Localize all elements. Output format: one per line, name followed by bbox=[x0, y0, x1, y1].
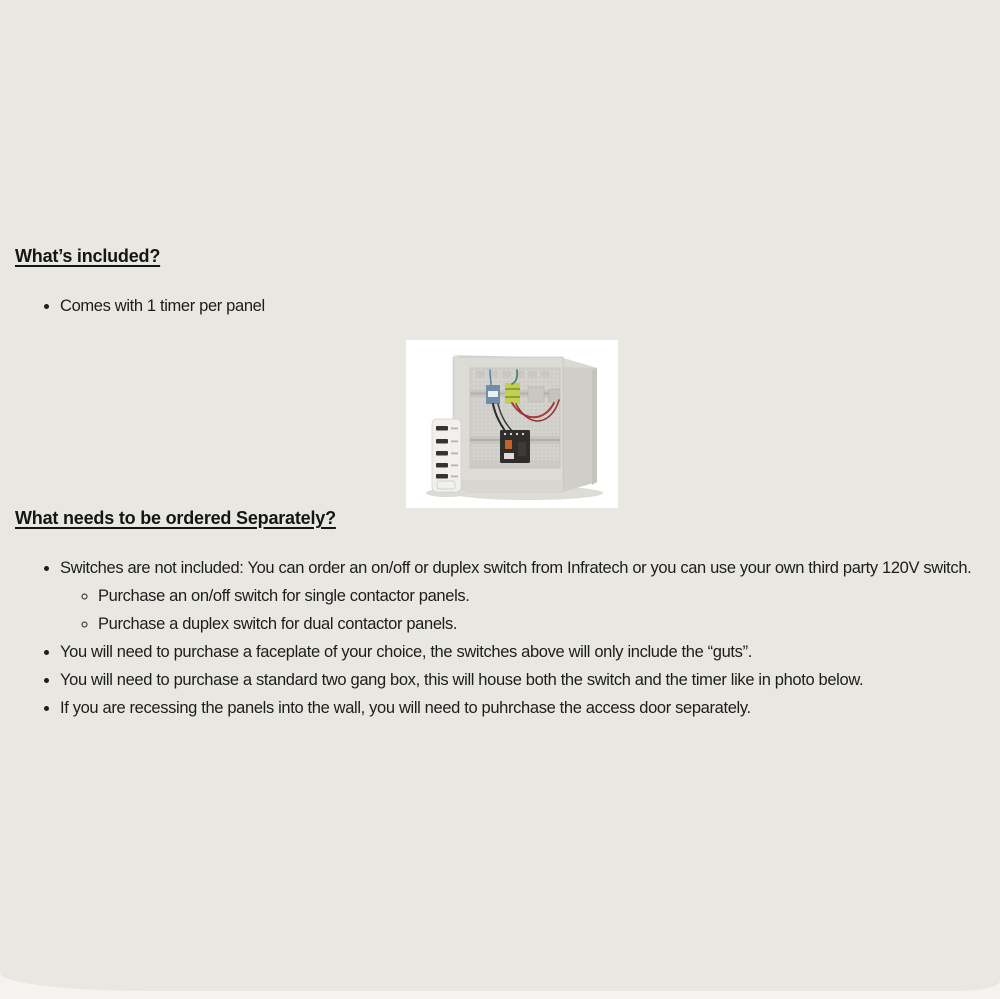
included-list bbox=[15, 292, 975, 320]
sub-list-item-text: Purchase an on/off switch for single contactor panels. bbox=[98, 587, 470, 605]
ordered-separately-list bbox=[15, 554, 975, 722]
list-item-text: You will need to purchase a faceplate of your choice, the switches above will only include the “guts”. bbox=[60, 643, 752, 661]
sub-list-item-text: Purchase a duplex switch for dual contactor panels. bbox=[98, 615, 458, 633]
contactor-panel-illustration bbox=[406, 340, 618, 508]
section-heading-included: What’s included? bbox=[15, 246, 161, 266]
list-item-text: You will need to purchase a standard two gang box, this will house both the switch and the timer like in photo below. bbox=[60, 671, 864, 689]
contactor-icon bbox=[500, 430, 530, 463]
list-item bbox=[60, 554, 975, 638]
list-item-text: Comes with 1 timer per panel bbox=[60, 297, 265, 315]
list-item-text: If you are recessing the panels into the wall, you will need to puhrchase the access door separately. bbox=[60, 699, 751, 717]
panel-box-icon bbox=[453, 355, 597, 492]
sub-list-item bbox=[98, 610, 975, 638]
list-item bbox=[60, 638, 975, 666]
list-item bbox=[60, 694, 975, 722]
sub-list-item bbox=[98, 582, 975, 610]
list-item-text: Switches are not included: You can order an on/off or duplex switch from Infratech or you can use your own third party 120V switch. bbox=[60, 559, 972, 577]
list-item bbox=[60, 292, 975, 320]
section-heading-ordered-separately: What needs to be ordered Separately? bbox=[15, 508, 336, 528]
product-photo bbox=[406, 340, 618, 508]
list-item bbox=[60, 666, 975, 694]
switch-options-sublist bbox=[60, 582, 975, 638]
